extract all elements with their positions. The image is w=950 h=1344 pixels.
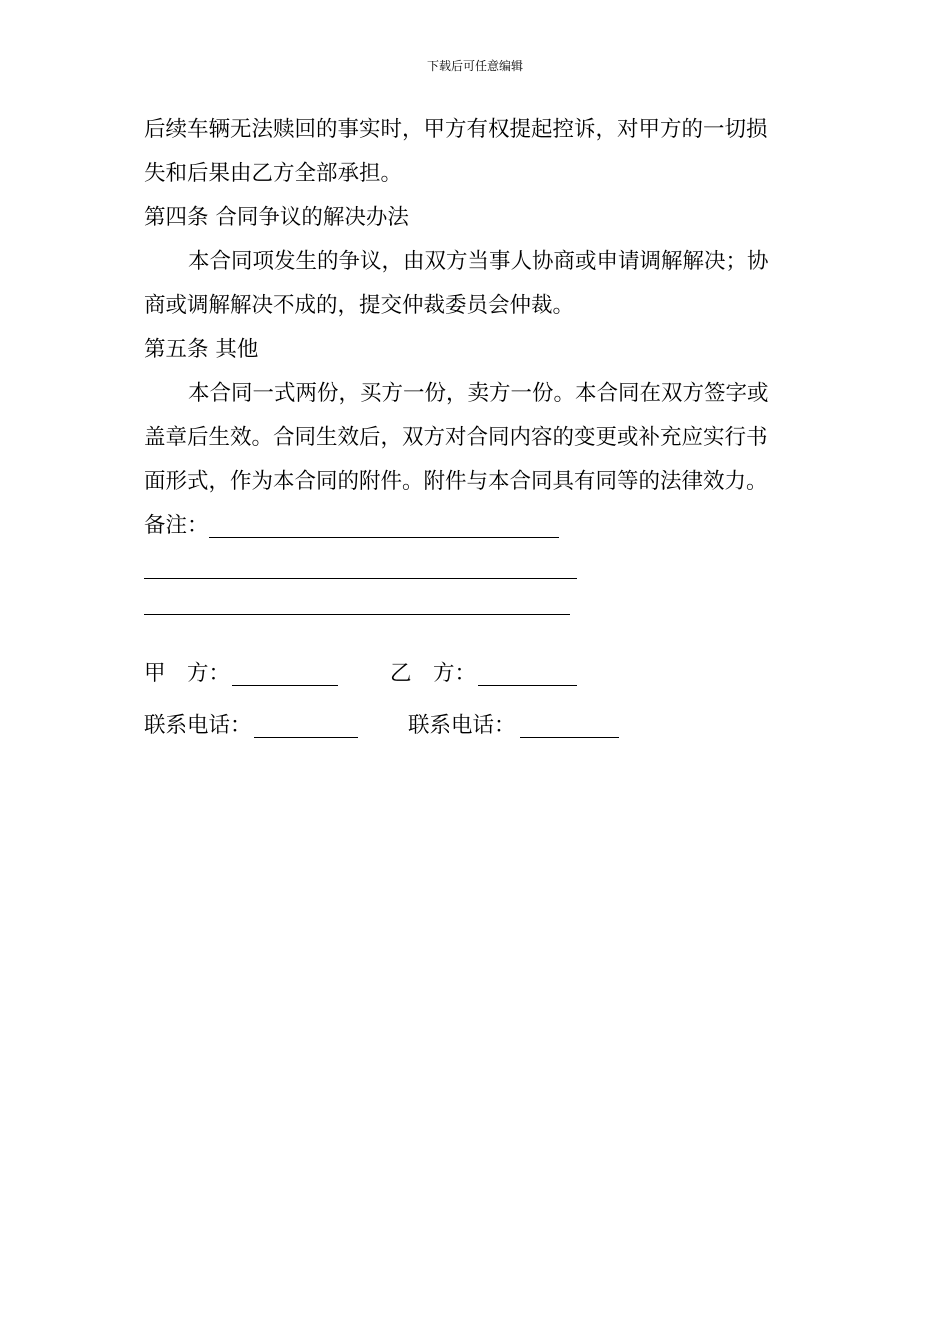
paragraph-line: 盖章后生效。合同生效后，双方对合同内容的变更或补充应实行书: [144, 425, 768, 450]
remarks-row: [144, 548, 796, 592]
party-b-cell: [390, 652, 577, 696]
paragraph-line: 后续车辆无法赎回的事实时，甲方有权提起控诉，对甲方的一切损: [144, 117, 768, 142]
remarks-label: 备注：: [144, 513, 209, 538]
party-row: [144, 652, 796, 704]
signature-block: [144, 652, 796, 756]
party-b-label: 乙 方：: [390, 661, 477, 686]
party-b-blank[interactable]: [478, 659, 577, 686]
phone-a-blank[interactable]: [254, 711, 358, 738]
paragraph-line: 失和后果由乙方全部承担。: [144, 161, 403, 186]
paragraph-line: 面形式，作为本合同的附件。附件与本合同具有同等的法律效力。: [144, 469, 768, 494]
phone-a-cell: [144, 704, 358, 748]
remarks-blank-3[interactable]: [144, 592, 570, 615]
paragraph-line: 本合同项发生的争议，由双方当事人协商或申请调解解决；协: [188, 249, 769, 274]
phone-b-blank[interactable]: [520, 711, 619, 738]
article-4-heading: 第四条 合同争议的解决办法: [144, 205, 409, 230]
article-5-heading: 第五条 其他: [144, 337, 259, 362]
phone-b-label: 联系电话：: [408, 713, 516, 738]
remarks-row: [144, 504, 796, 548]
party-a-label: 甲 方：: [144, 661, 231, 686]
phone-row: [144, 704, 796, 756]
remarks-blank-2[interactable]: [144, 552, 577, 579]
paragraph-line: 商或调解解决不成的，提交仲裁委员会仲裁。: [144, 293, 575, 318]
party-a-cell: [144, 652, 338, 696]
remarks-blank-1[interactable]: [209, 511, 559, 538]
contract-body: [144, 108, 796, 636]
remarks-row: [144, 592, 796, 636]
party-a-blank[interactable]: [232, 659, 338, 686]
paragraph-line: 本合同一式两份，买方一份，卖方一份。本合同在双方签字或: [188, 381, 769, 406]
phone-b-cell: [408, 704, 619, 748]
page-header: 下载后可任意编辑: [426, 59, 523, 73]
phone-a-label: 联系电话：: [144, 713, 252, 738]
